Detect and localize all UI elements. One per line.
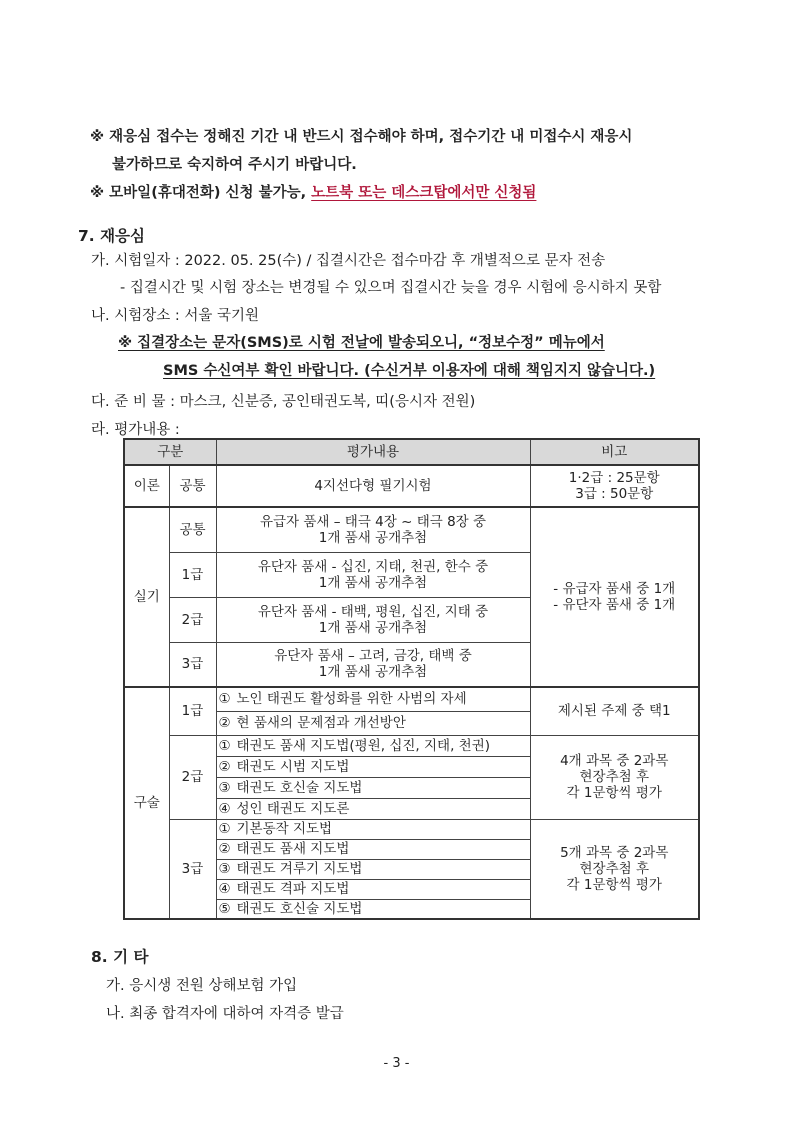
practical-note [530,507,699,687]
content-line: 1개 품새 공개추첨 [318,529,428,546]
oral-note [530,687,699,735]
certificate: 나. 최종 합격자에 대하여 자격증 발급 [106,1006,344,1022]
sub-grade1: 1급 [169,552,216,597]
sub-grade3: 3급 [169,819,216,919]
topic-text: 기본동작 지도법 [236,821,333,837]
note-line: 5개 과목 중 2과목 [560,844,669,861]
note-line: - 유급자 품새 중 1개 [553,581,676,597]
topic-number: ③ [218,861,231,877]
practical-content [216,642,530,687]
note-line: 현장추첨 후 [579,860,649,877]
topic-number: ② [218,715,231,731]
theory-note-line: 1·2급 : 25문항 [568,470,660,486]
page-number: - 3 - [383,1056,410,1071]
sub-grade3: 3급 [169,642,216,687]
practical-content [216,552,530,597]
topic-text: 현 품새의 문제점과 개선방안 [236,715,406,731]
note-mark: ※ [90,185,105,201]
content-line: 1개 품새 공개추첨 [318,619,428,636]
topic-number: ④ [218,881,231,897]
insurance: 가. 응시생 전원 상해보험 가입 [106,978,298,994]
topic-number: ④ [218,800,231,817]
content-line: 유단자 품새 - 십진, 지태, 천권, 한수 중 [257,558,489,575]
note-line: 각 1문항씩 평가 [566,876,662,893]
table-header-row [124,439,699,465]
sub-common: 공통 [169,465,216,507]
table-row [124,735,699,756]
note-line: 제시된 주제 중 택1 [557,703,671,720]
theory-note [530,465,699,507]
note-line: - 유단자 품새 중 1개 [553,597,676,613]
content-line: 유급자 품새 – 태극 4장 ~ 태극 8장 중 [259,513,487,530]
note-line: 현장추첨 후 [579,769,649,785]
content-line: 1개 품새 공개추첨 [318,574,428,591]
topic-text: 노인 태권도 활성화를 위한 사범의 자세 [236,691,467,708]
topic-number: ⑤ [218,900,231,917]
topic-text: 태권도 호신술 지도법 [236,900,363,917]
topic-number: ② [218,758,231,775]
topic-text: 태권도 품새 지도법(평원, 십진, 지태, 천권) [236,737,491,754]
topic-number: ③ [218,779,231,796]
evaluation-table [123,438,700,920]
topic-number: ② [218,841,231,857]
content-line: 유단자 품새 – 고려, 금강, 태백 중 [274,648,472,665]
note-resubmit-line2 [112,155,357,175]
oral-topic [216,819,530,839]
note-highlight: 노트북 또는 데스크탑에서만 신청됨 [311,185,537,201]
topic-number: ① [218,737,231,754]
practical-content [216,597,530,642]
oral-topic [216,687,530,711]
category-theory: 이론 [124,465,169,507]
oral-topic [216,711,530,735]
note-mobile [90,183,536,203]
exam-date-note: - 집결시간 및 시험 장소는 변경될 수 있으며 집결시간 늦을 경우 시험에 응시하지 못함 [120,280,662,296]
note-text: 재응심 접수는 정해진 기간 내 반드시 접수해야 하며, 접수기간 내 미접수시 재응시 [109,129,633,145]
content-line: 1개 품새 공개추첨 [318,664,428,681]
topic-number: ① [218,821,231,837]
sub-grade2: 2급 [169,735,216,819]
category-practical: 실기 [124,507,169,687]
oral-topic [216,735,530,756]
note-mark: ※ [90,129,105,145]
header-content: 평가내용 [216,439,530,465]
oral-note [530,735,699,819]
note-resubmit-line1 [90,127,632,147]
table-row [124,507,699,552]
sms-note-line1: ※ 집결장소는 문자(SMS)로 시험 전날에 발송되오니, “정보수정” 메뉴에서 [118,335,605,351]
oral-topic [216,879,530,899]
table-row [124,819,699,839]
practical-content [216,507,530,552]
oral-note [530,819,699,919]
topic-text: 태권도 시범 지도법 [236,758,350,775]
topic-text: 태권도 호신술 지도법 [236,779,363,796]
sms-note-line2: SMS 수신여부 확인 바랍니다. (수신거부 이용자에 대해 책임지지 않습니다.) [163,363,656,379]
section7-title: 7. 재응심 [78,227,145,245]
topic-text: 태권도 품새 지도법 [236,841,350,857]
note-line: 각 1문항씩 평가 [566,785,662,801]
header-category: 구분 [124,439,216,465]
content-line: 유단자 품새 - 태백, 평원, 십진, 지태 중 [257,603,489,620]
theory-note-line: 3급 : 50문항 [575,486,654,502]
topic-number: ① [218,691,231,708]
exam-place: 나. 시험장소 : 서울 국기원 [91,308,260,324]
topic-text: 성인 태권도 지도론 [236,800,350,817]
materials: 다. 준 비 물 : 마스크, 신분증, 공인태권도복, 띠(응시자 전원) [91,394,476,410]
topic-text: 태권도 겨루기 지도법 [236,861,363,877]
sub-grade1: 1급 [169,687,216,735]
oral-topic [216,859,530,879]
oral-topic [216,839,530,859]
note-line: 4개 과목 중 2과목 [560,753,669,769]
evaluation-label: 라. 평가내용 : [91,422,180,438]
table-row [124,687,699,711]
table-row [124,465,699,507]
section8-title: 8. 기 타 [91,948,149,966]
sub-grade2: 2급 [169,597,216,642]
header-note: 비고 [530,439,699,465]
category-oral: 구술 [124,687,169,919]
topic-text: 태권도 격파 지도법 [236,881,350,897]
theory-content: 4지선다형 필기시험 [216,465,530,507]
note-text: 모바일(휴대전화) 신청 불가능, [109,185,312,201]
oral-topic [216,899,530,919]
oral-topic [216,798,530,819]
sub-common: 공통 [169,507,216,552]
note-text: 불가하므로 숙지하여 주시기 바랍니다. [112,157,357,173]
oral-topic [216,756,530,777]
exam-date: 가. 시험일자 : 2022. 05. 25(수) / 집결시간은 접수마감 후 개별적으로 문자 전송 [91,253,606,269]
oral-topic [216,777,530,798]
